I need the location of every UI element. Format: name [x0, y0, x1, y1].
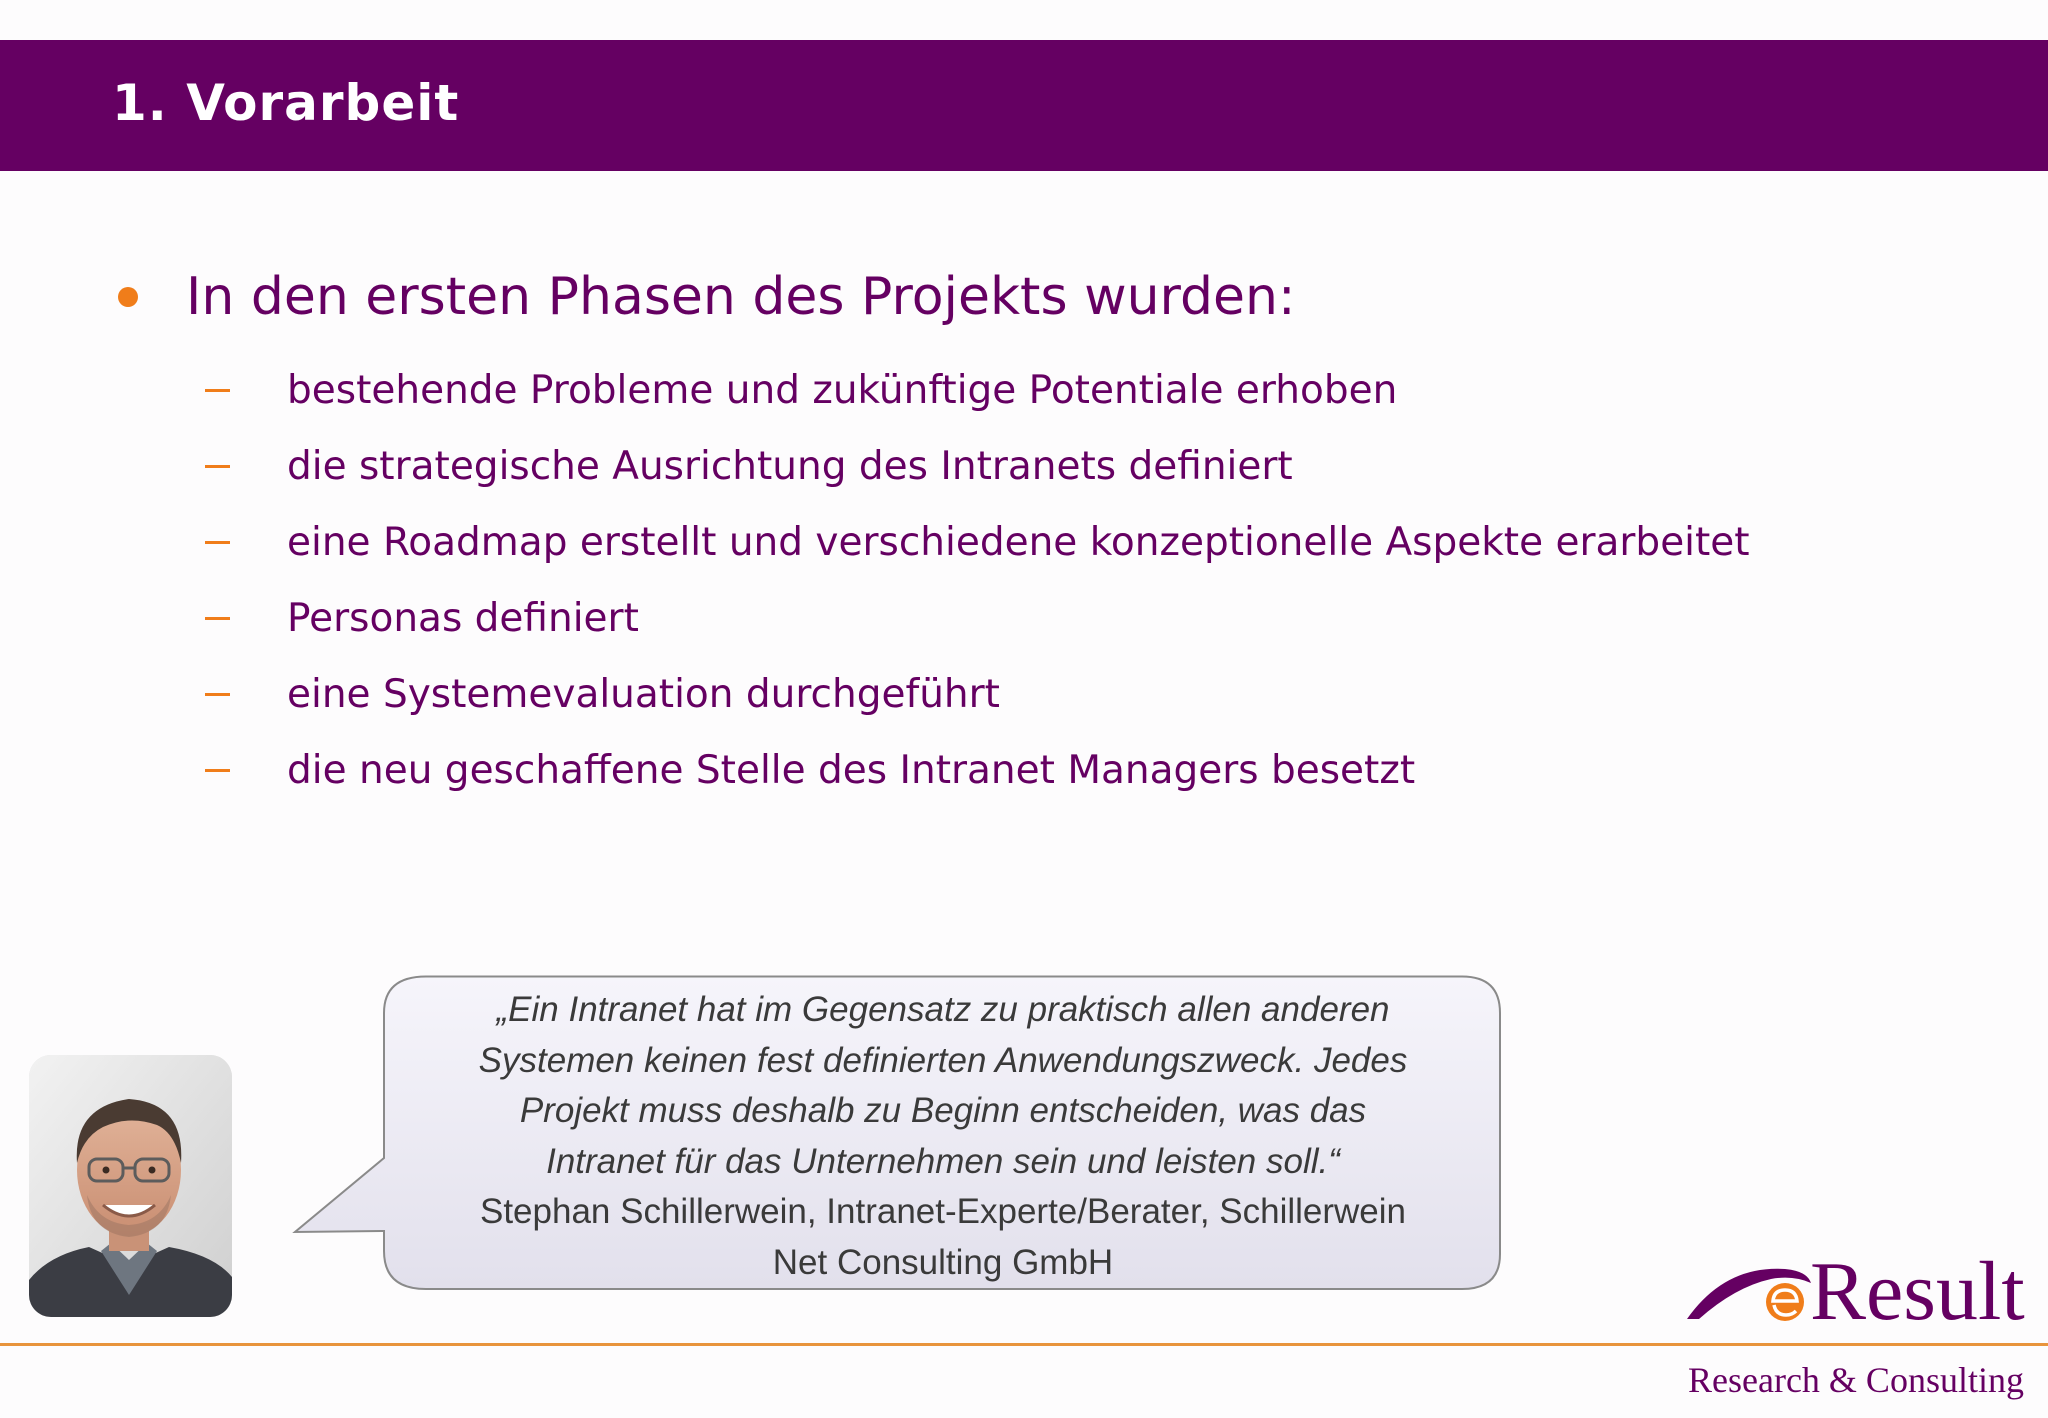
dash-icon	[205, 617, 230, 620]
logo-wordmark: Result	[1810, 1245, 2025, 1338]
sub-bullet-list	[205, 352, 1750, 808]
sub-bullet	[205, 732, 1750, 808]
dash-icon	[205, 541, 230, 544]
quote-line: „Ein Intranet hat im Gegensatz zu praktisch allen anderen	[496, 990, 1390, 1029]
quote-author: Net Consulting GmbH	[772, 1242, 1114, 1282]
sub-bullet-text: die neu geschaffene Stelle des Intranet Managers besetzt	[287, 747, 1416, 793]
logo-tagline: Research & Consulting	[1688, 1360, 2024, 1400]
slide-title: 1. Vorarbeit	[112, 74, 460, 132]
quote-text	[384, 985, 1502, 1288]
quote-author: Stephan Schillerwein, Intranet-Experte/Berater, Schillerwein	[479, 1192, 1407, 1231]
quote-line: Intranet für das Unternehmen sein und leisten soll.“	[546, 1141, 1340, 1181]
quote-bubble	[290, 975, 1512, 1293]
quote-line: Systemen keinen fest definierten Anwendungszweck. Jedes	[478, 1040, 1408, 1080]
sub-bullet-text: bestehende Probleme und zukünftige Potentiale erhoben	[287, 367, 1398, 413]
dash-icon	[205, 769, 230, 772]
sub-bullet-text: eine Systemevaluation durchgeführt	[287, 671, 1000, 717]
bullet-dot-icon	[118, 287, 138, 307]
sub-bullet	[205, 352, 1750, 428]
sub-bullet	[205, 580, 1750, 656]
sub-bullet-text: eine Roadmap erstellt und verschiedene konzeptionelle Aspekte erarbeitet	[287, 519, 1750, 565]
speaker-photo	[29, 1055, 232, 1317]
main-bullet	[112, 262, 1296, 332]
sub-bullet-text: die strategische Ausrichtung des Intranets definiert	[287, 443, 1293, 489]
sub-bullet-text: Personas definiert	[287, 595, 639, 641]
main-bullet-text: In den ersten Phasen des Projekts wurden:	[186, 267, 1296, 327]
sub-bullet	[205, 504, 1750, 580]
quote-line: Projekt muss deshalb zu Beginn entscheiden, was das	[519, 1091, 1367, 1130]
sub-bullet	[205, 656, 1750, 732]
sub-bullet	[205, 428, 1750, 504]
dash-icon	[205, 465, 230, 468]
dash-icon	[205, 389, 230, 392]
dash-icon	[205, 693, 230, 696]
footer-divider	[0, 1343, 2048, 1346]
